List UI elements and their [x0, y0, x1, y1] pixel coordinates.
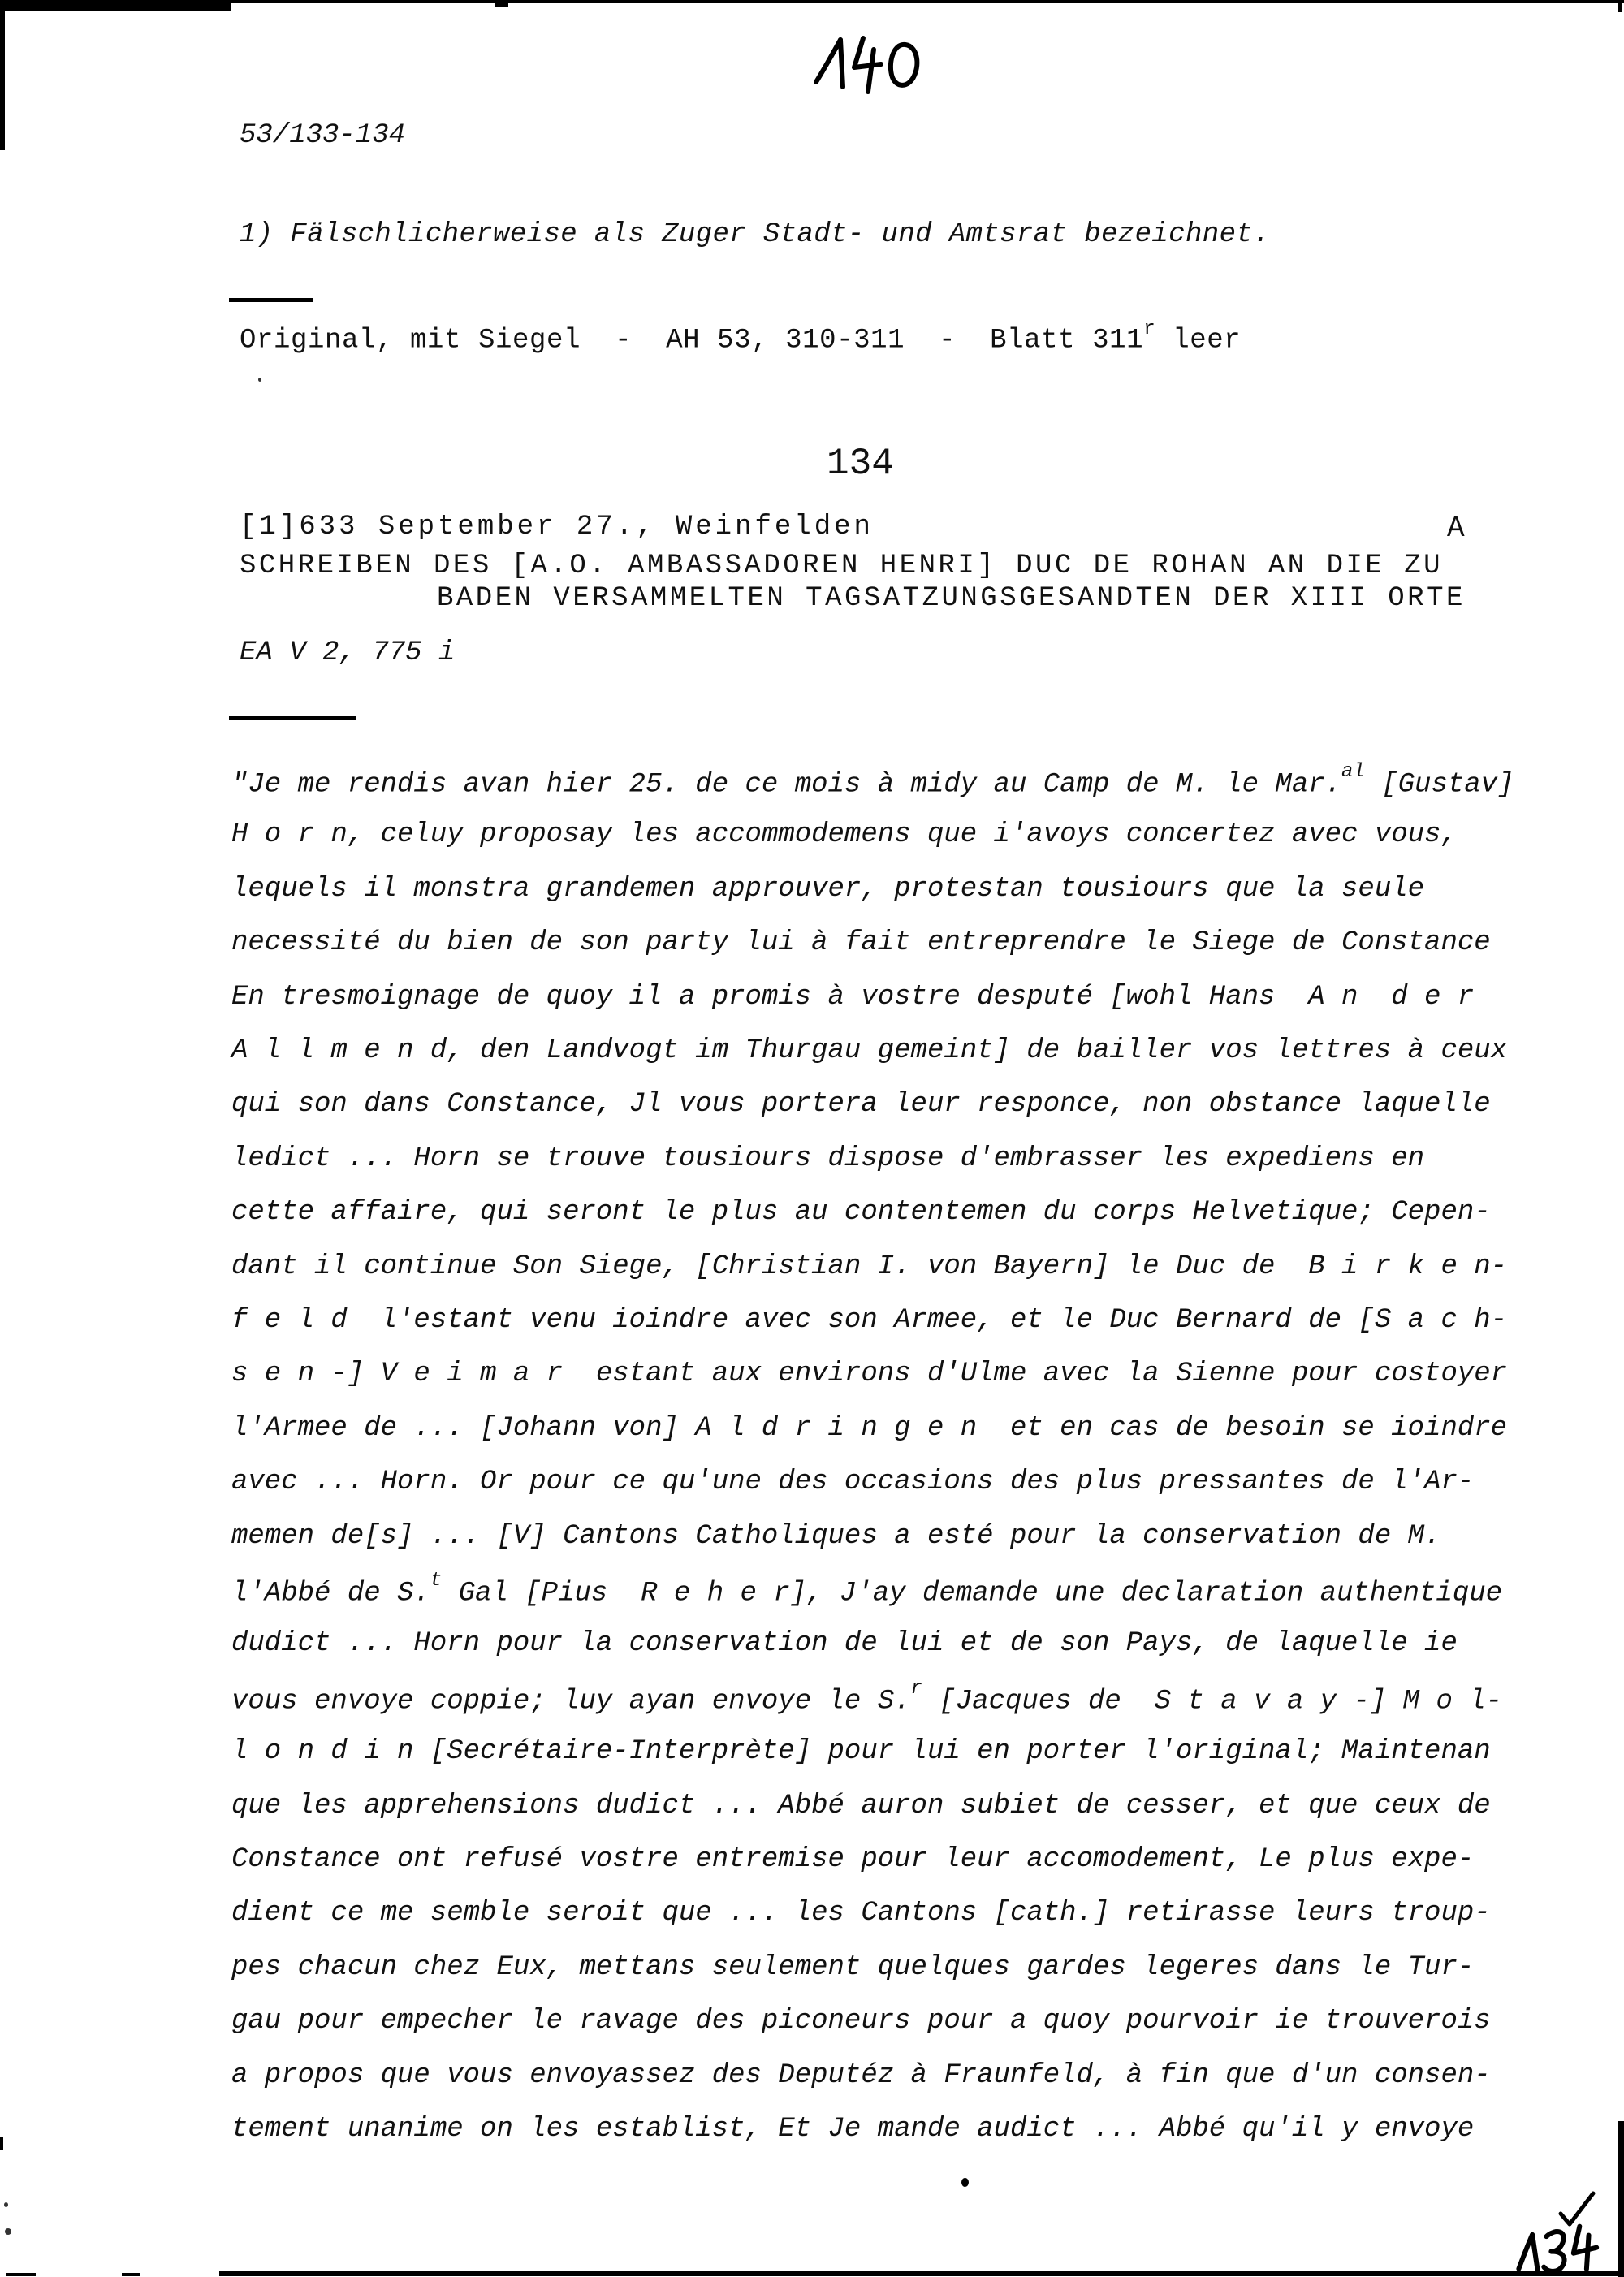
entry-title-line-2: BADEN VERSAMMELTEN TAGSATZUNGSGESANDTEN DER XIII ORTE	[437, 583, 1466, 614]
archive-reference: 53/133-134	[240, 120, 406, 151]
entry-date-place-line: [1]633 September 27., Weinfelden	[240, 512, 874, 542]
divider-rule-quote	[229, 716, 356, 720]
source-superscript-r: r	[1143, 318, 1156, 340]
handwritten-digit-4-stem	[868, 50, 874, 92]
handwritten-page-number-top	[808, 28, 938, 97]
quote-superscript-al: al	[1341, 761, 1365, 783]
quote-line-text: [Gustav]	[1364, 769, 1514, 801]
quote-line-text: vous envoye coppie; luy ayan envoye le S.	[231, 1686, 911, 1717]
entry-number-heading: 134	[827, 443, 894, 485]
handwritten-digit-1-stem	[1532, 2235, 1538, 2272]
handwritten-digit-1-stroke	[816, 40, 840, 82]
divider-rule-footnote	[229, 298, 313, 302]
quote-line-text: l'Abbé de S.	[231, 1578, 430, 1609]
quote-line: necessité du bien de son party lui à fait entreprendre le Siege de Constance	[231, 927, 1491, 958]
handwritten-page-number-bottom	[1508, 2216, 1618, 2277]
handwritten-digit-4-angle	[854, 38, 881, 67]
quote-superscript-t: t	[430, 1570, 443, 1592]
scan-edge-bottom-dash-1	[6, 2273, 36, 2276]
scan-speck-under-source	[258, 378, 261, 382]
quote-line: A l l m e n d, den Landvogt im Thurgau gemeint] de bailler vos lettres à ceux	[231, 1035, 1508, 1066]
quote-line	[231, 1678, 1503, 1717]
footnote-line: 1) Fälschlicherweise als Zuger Stadt- und Amtsrat bezeichnet.	[240, 219, 1271, 250]
quote-line: H o r n, celuy proposay les accommodemens que i'avoys concertez avec vous,	[231, 819, 1458, 850]
entry-title-line-1: SCHREIBEN DES [A.O. AMBASSADOREN HENRI] DUC DE ROHAN AN DIE ZU	[240, 551, 1444, 581]
scan-dot-bottom-center	[961, 2178, 969, 2187]
quote-line	[231, 761, 1514, 801]
scan-speck-left-2	[5, 2228, 11, 2235]
quote-line: pes chacun chez Eux, mettans seulement quelques gardes legeres dans le Tur-	[231, 1952, 1475, 1983]
quote-line: dient ce me semble seroit que ... les Cantons [cath.] retirasse leurs troup-	[231, 1898, 1491, 1929]
quote-line: s e n -] V e i m a r estant aux environs d'Ulme avec la Sienne pour costoyer	[231, 1359, 1508, 1389]
scan-edge-bottom-dash-2	[122, 2273, 140, 2276]
quote-line: tement unanime on les establist, Et Je mande audict ... Abbé qu'il y envoye	[231, 2114, 1475, 2145]
quote-line: a propos que vous envoyassez des Deputéz à Fraunfeld, à fin que d'un consen-	[231, 2060, 1491, 2091]
scan-edge-top-right-tick	[1618, 0, 1622, 12]
quote-line: dudict ... Horn pour la conservation de lui et de son Pays, de laquelle ie	[231, 1628, 1458, 1659]
scan-speck-left-1	[4, 2202, 8, 2207]
scan-edge-bottom	[219, 2271, 1624, 2276]
source-text-post: leer	[1155, 325, 1242, 356]
marginal-letter: A	[1447, 512, 1465, 545]
quote-line: Constance ont refusé vostre entremise pour leur accomodement, Le plus expe-	[231, 1844, 1475, 1875]
quote-line: cette affaire, qui seront le plus au contentemen du corps Helvetique; Cepen-	[231, 1197, 1491, 1228]
quote-line: l'Armee de ... [Johann von] A l d r i n g e n et en cas de besoin se ioindre	[231, 1413, 1508, 1444]
scan-edge-left-bar	[0, 0, 5, 150]
quote-line: gau pour empecher le ravage des piconeurs pour a quoy pourvoir ie trouverois	[231, 2006, 1491, 2037]
quote-line: qui son dans Constance, Jl vous portera leur responce, non obstance laquelle	[231, 1089, 1491, 1120]
quote-line	[231, 1570, 1503, 1609]
ea-volume-reference: EA V 2, 775 i	[240, 637, 456, 668]
quote-line-text: "Je me rendis avan hier 25. de ce mois à midy au Camp de M. le Mar.	[231, 769, 1342, 801]
quote-line-text: Gal [Pius R e h e r], J'ay demande une declaration authentique	[442, 1578, 1503, 1609]
quote-line: avec ... Horn. Or pour ce qu'une des occasions des plus pressantes de l'Ar-	[231, 1467, 1475, 1497]
handwritten-digit-4-angle	[1570, 2225, 1596, 2253]
quote-line: ledict ... Horn se trouve tousiours dispose d'embrasser les expediens en	[231, 1143, 1425, 1174]
quote-line: dant il continue Son Siege, [Christian I. von Bayern] le Duc de B i r k e n-	[231, 1251, 1508, 1282]
quote-line: lequels il monstra grandemen approuver, protestan tousiours que la seule	[231, 874, 1425, 905]
scan-edge-top-left-corner	[0, 0, 231, 11]
quote-superscript-r: r	[910, 1678, 922, 1700]
quote-line: f e l d l'estant venu ioindre avec son Armee, et le Duc Bernard de [S a c h-	[231, 1305, 1508, 1336]
quote-line: l o n d i n [Secrétaire-Interprète] pour lui en porter l'original; Maintenan	[231, 1736, 1491, 1767]
quote-line: memen de[s] ... [V] Cantons Catholiques a esté pour la conservation de M.	[231, 1521, 1441, 1552]
handwritten-digit-0	[891, 45, 917, 85]
scan-edge-left-mark	[0, 2137, 3, 2150]
scan-edge-top-notch	[495, 0, 508, 7]
handwritten-digit-3	[1540, 2231, 1567, 2272]
handwritten-digit-1-stem	[840, 40, 843, 87]
quote-line: En tresmoignage de quoy il a promis à vostre desputé [wohl Hans A n d e r	[231, 982, 1475, 1013]
scan-edge-right-bar	[1618, 2121, 1624, 2277]
quote-line-text: [Jacques de S t a v a y -] M o l-	[922, 1686, 1503, 1717]
quote-line: que les apprehensions dudict ... Abbé auron subiet de cesser, et que ceux de	[231, 1791, 1491, 1821]
source-text-pre: Original, mit Siegel - AH 53, 310-311 - Blatt 311	[240, 325, 1144, 356]
source-description-line	[240, 318, 1242, 356]
scan-edge-top	[0, 0, 1624, 3]
